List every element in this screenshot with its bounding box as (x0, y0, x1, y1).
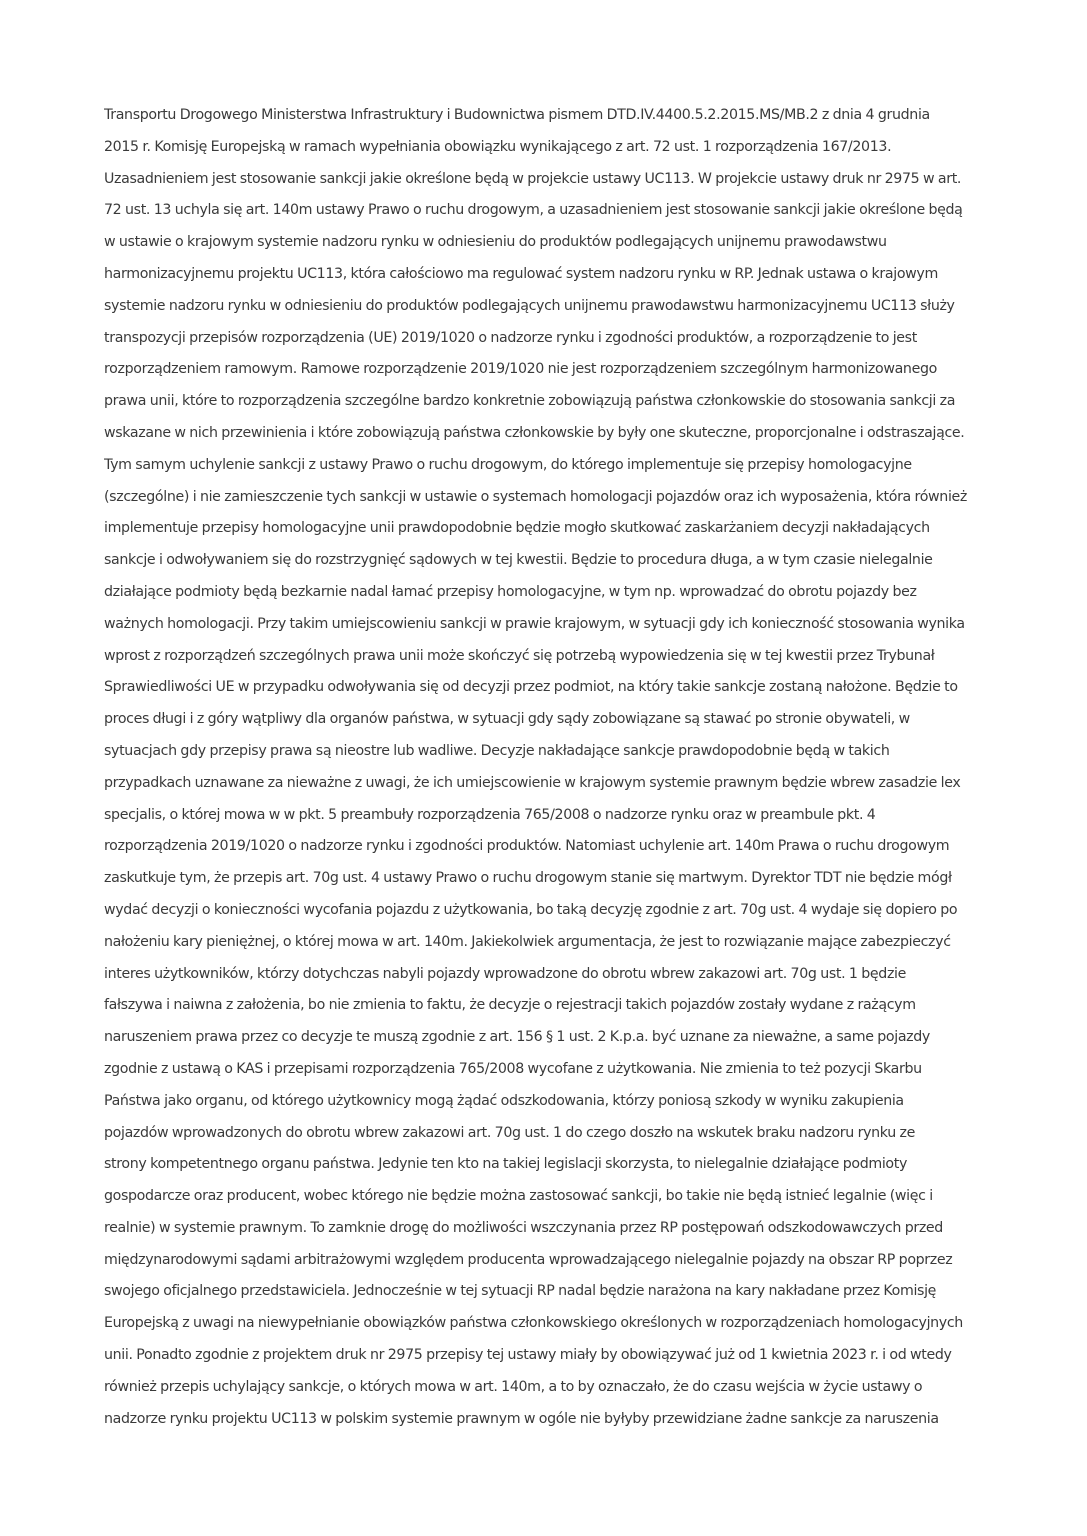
text-line: Transportu Drogowego Ministerstwa Infrastruktury i Budownictwa pismem DTD.IV.4400.5.2.2015.MS/MB.2 z dnia 4 grudnia (104, 107, 930, 123)
text-line: międzynarodowymi sądami arbitrażowymi względem producenta wprowadzającego nielegalnie pojazdy na obszar RP poprzez (104, 1251, 953, 1268)
text-line: ważnych homologacji. Przy takim umiejscowieniu sankcji w prawie krajowym, w sytuacji gdy ich konieczność stosowania wynika (104, 615, 965, 632)
text-line: 2015 r. Komisję Europejską w ramach wypełniania obowiązku wynikającego z art. 72 ust. 1 rozporządzenia 167/2013. (104, 138, 892, 155)
text-line: Sprawiedliwości UE w przypadku odwoływania się od decyzji przez podmiot, na który takie sankcje zostaną nałożone. Będzie to (104, 679, 958, 696)
text-line: gospodarcze oraz producent, wobec którego nie będzie można zastosować sankcji, bo takie nie będą istnieć legalnie (więc i (104, 1188, 933, 1205)
text-line: przypadkach uznawane za nieważne z uwagi, że ich umiejscowienie w krajowym systemie prawnym będzie wbrew zasadzie lex (104, 774, 961, 791)
text-line: realnie) w systemie prawnym. To zamknie drogę do możliwości wszczynania przez RP postępowań odszkodowawczych przed (104, 1219, 943, 1236)
text-line: unii. Ponadto zgodnie z projektem druk nr 2975 przepisy tej ustawy miały by obowiązywać już od 1 kwietnia 2023 r. i od wtedy (104, 1347, 952, 1364)
text-line: systemie nadzoru rynku w odniesieniu do produktów podlegających unijnemu prawodawstwu harmonizacyjnemu UC113 służy (104, 297, 955, 314)
text-line: również przepis uchylający sankcje, o których mowa w art. 140m, a to by oznaczało, że do czasu wejścia w życie ustawy o (104, 1378, 923, 1395)
text-line: rozporządzeniem ramowym. Ramowe rozporządzenie 2019/1020 nie jest rozporządzeniem szczególnym harmonizowanego (104, 361, 937, 378)
text-line: Europejską z uwagi na niewypełnianie obowiązków państwa członkowskiego określonych w rozporządzeniach homologacyjnych (104, 1315, 963, 1332)
text-line: wydać decyzji o konieczności wycofania pojazdu z użytkowania, bo taką decyzję zgodnie z art. 70g ust. 4 wydaje się dopiero po (104, 901, 958, 918)
text-line: nałożeniu kary pieniężnej, o której mowa w art. 140m. Jakiekolwiek argumentacja, że jest to rozwiązanie mające zabezpieczyć (104, 933, 951, 950)
text-line: harmonizacyjnemu projektu UC113, która całościowo ma regulować system nadzoru rynku w RP. Jednak ustawa o krajowym (104, 265, 938, 282)
text-line: proces długi i z góry wątpliwy dla organów państwa, w sytuacji gdy sądy zobowiązane są stawać po stronie obywateli, w (104, 711, 910, 728)
text-line: zaskutkuje tym, że przepis art. 70g ust. 4 ustawy Prawo o ruchu drogowym stanie się martwym. Dyrektor TDT nie będzie mógł (104, 870, 952, 887)
text-line: zgodnie z ustawą o KAS i przepisami rozporządzenia 765/2008 wycofane z użytkowania. Nie zmienia to też pozycji Skarbu (104, 1060, 922, 1077)
text-line: strony kompetentnego organu państwa. Jedynie ten kto na takiej legislacji skorzysta, to nielegalnie działające podmioty (104, 1156, 908, 1173)
text-line: sytuacjach gdy przepisy prawa są nieostre lub wadliwe. Decyzje nakładające sankcje prawdopodobnie będą w takich (104, 742, 890, 759)
text-line: Państwa jako organu, od którego użytkownicy mogą żądać odszkodowania, którzy poniosą szkody w wyniku zakupienia (104, 1092, 904, 1109)
text-line: transpozycji przepisów rozporządzenia (UE) 2019/1020 o nadzorze rynku i zgodności produktów, a rozporządzenie to jest (104, 329, 917, 346)
text-line: swojego oficjalnego przedstawiciela. Jednocześnie w tej sytuacji RP nadal będzie narażona na kary nakładane przez Komisję (104, 1283, 937, 1300)
text-line: 72 ust. 13 uchyla się art. 140m ustawy Prawo o ruchu drogowym, a uzasadnieniem jest stosowanie sankcji jakie określone będą (104, 202, 963, 219)
text-line: Uzasadnieniem jest stosowanie sankcji jakie określone będą w projekcie ustawy UC113. W projekcie ustawy druk nr 2975 w art. (104, 170, 962, 187)
text-line: sankcje i odwoływaniem się do rozstrzygnięć sądowych w tej kwestii. Będzie to procedura długa, a w tym czasie nielegalnie (104, 552, 933, 569)
text-line: Tym samym uchylenie sankcji z ustawy Prawo o ruchu drogowym, do którego implementuje się przepisy homologacyjne (104, 456, 912, 473)
text-line: rozporządzenia 2019/1020 o nadzorze rynku i zgodności produktów. Natomiast uchylenie art. 140m Prawa o ruchu drogowym (104, 838, 950, 855)
text-line: wskazane w nich przewinienia i które zobowiązują państwa członkowskie by były one skuteczne, proporcjonalne i odstraszające. (104, 424, 965, 441)
text-line: pojazdów wprowadzonych do obrotu wbrew zakazowi art. 70g ust. 1 do czego doszło na wskutek braku nadzoru rynku ze (104, 1124, 915, 1141)
text-line: nadzorze rynku projektu UC113 w polskim systemie prawnym w ogóle nie byłyby przewidziane żadne sankcje za naruszenia (104, 1410, 939, 1427)
text-line: w ustawie o krajowym systemie nadzoru rynku w odniesieniu do produktów podlegających unijnemu prawodawstwu (104, 234, 887, 251)
text-line: (szczególne) i nie zamieszczenie tych sankcji w ustawie o systemach homologacji pojazdów oraz ich wyposażenia, która również (104, 488, 968, 505)
text-line: implementuje przepisy homologacyjne unii prawdopodobnie będzie mogło skutkować zaskarżaniem decyzji nakładających (104, 520, 930, 537)
body-text (104, 100, 988, 1435)
text-line: prawa unii, które to rozporządzenia szczególne bardzo konkretnie zobowiązują państwa członkowskie do stosowania sankcji za (104, 393, 956, 410)
text-line: specjalis, o której mowa w w pkt. 5 preambuły rozporządzenia 765/2008 o nadzorze rynku oraz w preambule pkt. 4 (104, 806, 876, 823)
text-line: działające podmioty będą bezkarnie nadal łamać przepisy homologacyjne, w tym np. wprowadzać do obrotu pojazdy bez (104, 583, 917, 600)
text-line: fałszywa i naiwna z założenia, bo nie zmienia to faktu, że decyzje o rejestracji takich pojazdów zostały wydane z rażącym (104, 997, 916, 1014)
text-line: wprost z rozporządzeń szczególnych prawa unii może skończyć się potrzebą wypowiedzenia się w tej kwestii przez Trybunał (104, 647, 935, 664)
text-line: interes użytkowników, którzy dotychczas nabyli pojazdy wprowadzone do obrotu wbrew zakazowi art. 70g ust. 1 będzie (104, 965, 907, 982)
text-line: naruszeniem prawa przez co decyzje te muszą zgodnie z art. 156 § 1 ust. 2 K.p.a. być uznane za nieważne, a same pojazdy (104, 1029, 930, 1046)
